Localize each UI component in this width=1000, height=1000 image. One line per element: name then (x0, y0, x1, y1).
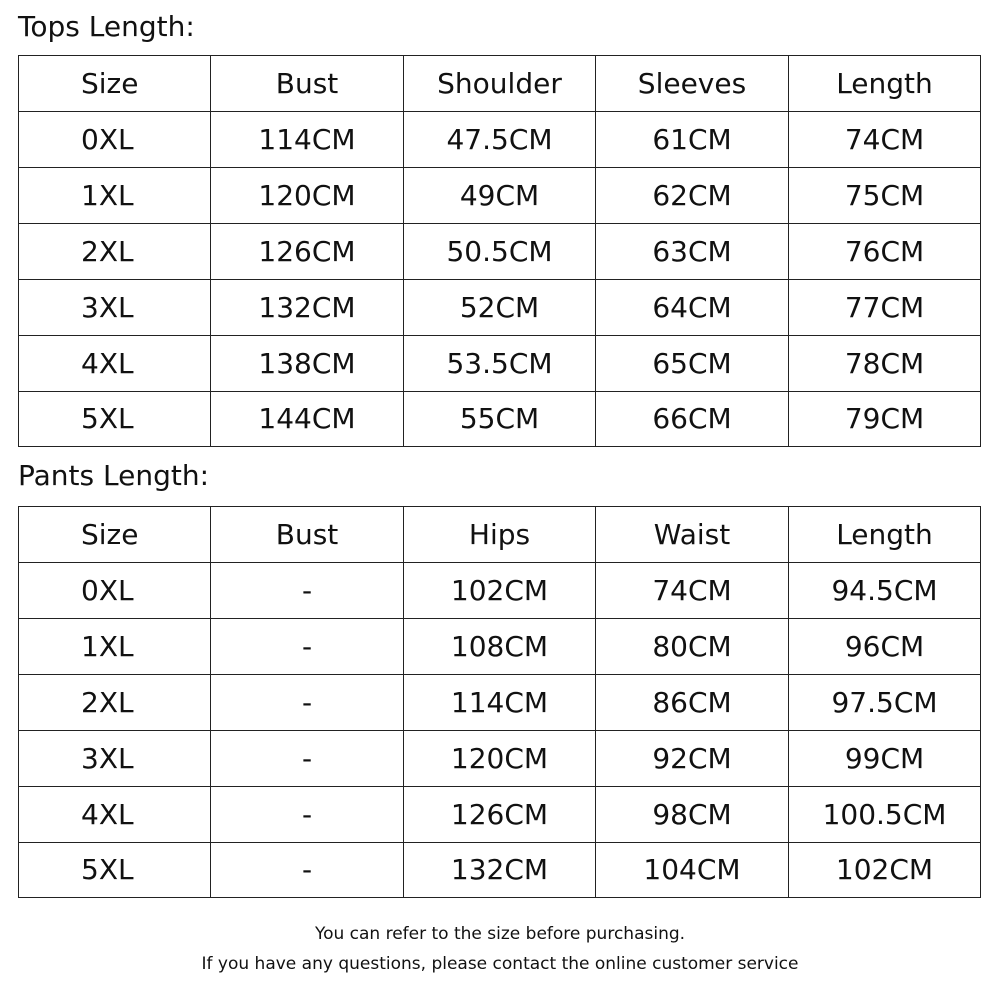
header-cell-bust: Bust (211, 507, 404, 563)
header-cell-size: Size (19, 56, 211, 112)
sleeves-cell: 66CM (596, 392, 789, 447)
footer-note-contact: If you have any questions, please contact the online customer service (201, 954, 799, 974)
table-row (19, 843, 981, 898)
size-cell: 1XL (19, 168, 211, 224)
size-cell: 3XL (19, 731, 211, 787)
hips-cell: 102CM (404, 563, 596, 619)
table-row (19, 563, 981, 619)
length-cell: 100.5CM (789, 787, 981, 843)
tops-size-table (18, 55, 981, 447)
bust-cell: - (211, 675, 404, 731)
header-cell-shoulder: Shoulder (404, 56, 596, 112)
table-row (19, 280, 981, 336)
table-header-row (19, 56, 981, 112)
shoulder-cell: 47.5CM (404, 112, 596, 168)
length-cell: 79CM (789, 392, 981, 447)
table-row (19, 112, 981, 168)
waist-cell: 104CM (596, 843, 789, 898)
sleeves-cell: 63CM (596, 224, 789, 280)
bust-cell: 114CM (211, 112, 404, 168)
shoulder-cell: 55CM (404, 392, 596, 447)
header-cell-bust: Bust (211, 56, 404, 112)
table-row (19, 224, 981, 280)
header-cell-hips: Hips (404, 507, 596, 563)
table-row (19, 336, 981, 392)
size-cell: 4XL (19, 787, 211, 843)
size-cell: 2XL (19, 675, 211, 731)
size-cell: 0XL (19, 112, 211, 168)
sleeves-cell: 65CM (596, 336, 789, 392)
tops-section-title: Tops Length: (18, 10, 195, 43)
hips-cell: 120CM (404, 731, 596, 787)
length-cell: 77CM (789, 280, 981, 336)
bust-cell: - (211, 563, 404, 619)
size-cell: 5XL (19, 392, 211, 447)
table-row (19, 168, 981, 224)
bust-cell: - (211, 619, 404, 675)
shoulder-cell: 52CM (404, 280, 596, 336)
bust-cell: 144CM (211, 392, 404, 447)
bust-cell: 132CM (211, 280, 404, 336)
header-cell-size: Size (19, 507, 211, 563)
waist-cell: 86CM (596, 675, 789, 731)
footer-note-refer: You can refer to the size before purchasing. (314, 924, 686, 944)
pants-section-title: Pants Length: (18, 459, 210, 492)
bust-cell: 120CM (211, 168, 404, 224)
length-cell: 76CM (789, 224, 981, 280)
size-cell: 3XL (19, 280, 211, 336)
table-header-row (19, 507, 981, 563)
length-cell: 74CM (789, 112, 981, 168)
hips-cell: 114CM (404, 675, 596, 731)
sleeves-cell: 64CM (596, 280, 789, 336)
sleeves-cell: 62CM (596, 168, 789, 224)
size-cell: 5XL (19, 843, 211, 898)
table-row (19, 675, 981, 731)
length-cell: 75CM (789, 168, 981, 224)
size-cell: 2XL (19, 224, 211, 280)
header-cell-waist: Waist (596, 507, 789, 563)
hips-cell: 132CM (404, 843, 596, 898)
length-cell: 99CM (789, 731, 981, 787)
bust-cell: - (211, 731, 404, 787)
length-cell: 78CM (789, 336, 981, 392)
size-cell: 0XL (19, 563, 211, 619)
length-cell: 94.5CM (789, 563, 981, 619)
shoulder-cell: 53.5CM (404, 336, 596, 392)
hips-cell: 108CM (404, 619, 596, 675)
bust-cell: 126CM (211, 224, 404, 280)
header-cell-sleeves: Sleeves (596, 56, 789, 112)
pants-size-table (18, 506, 981, 898)
length-cell: 102CM (789, 843, 981, 898)
table-row (19, 787, 981, 843)
bust-cell: - (211, 843, 404, 898)
size-cell: 1XL (19, 619, 211, 675)
length-cell: 97.5CM (789, 675, 981, 731)
bust-cell: - (211, 787, 404, 843)
length-cell: 96CM (789, 619, 981, 675)
table-row (19, 619, 981, 675)
table-row (19, 731, 981, 787)
hips-cell: 126CM (404, 787, 596, 843)
waist-cell: 74CM (596, 563, 789, 619)
waist-cell: 98CM (596, 787, 789, 843)
waist-cell: 80CM (596, 619, 789, 675)
waist-cell: 92CM (596, 731, 789, 787)
bust-cell: 138CM (211, 336, 404, 392)
table-row (19, 392, 981, 447)
size-cell: 4XL (19, 336, 211, 392)
shoulder-cell: 49CM (404, 168, 596, 224)
shoulder-cell: 50.5CM (404, 224, 596, 280)
header-cell-length: Length (789, 507, 981, 563)
sleeves-cell: 61CM (596, 112, 789, 168)
header-cell-length: Length (789, 56, 981, 112)
